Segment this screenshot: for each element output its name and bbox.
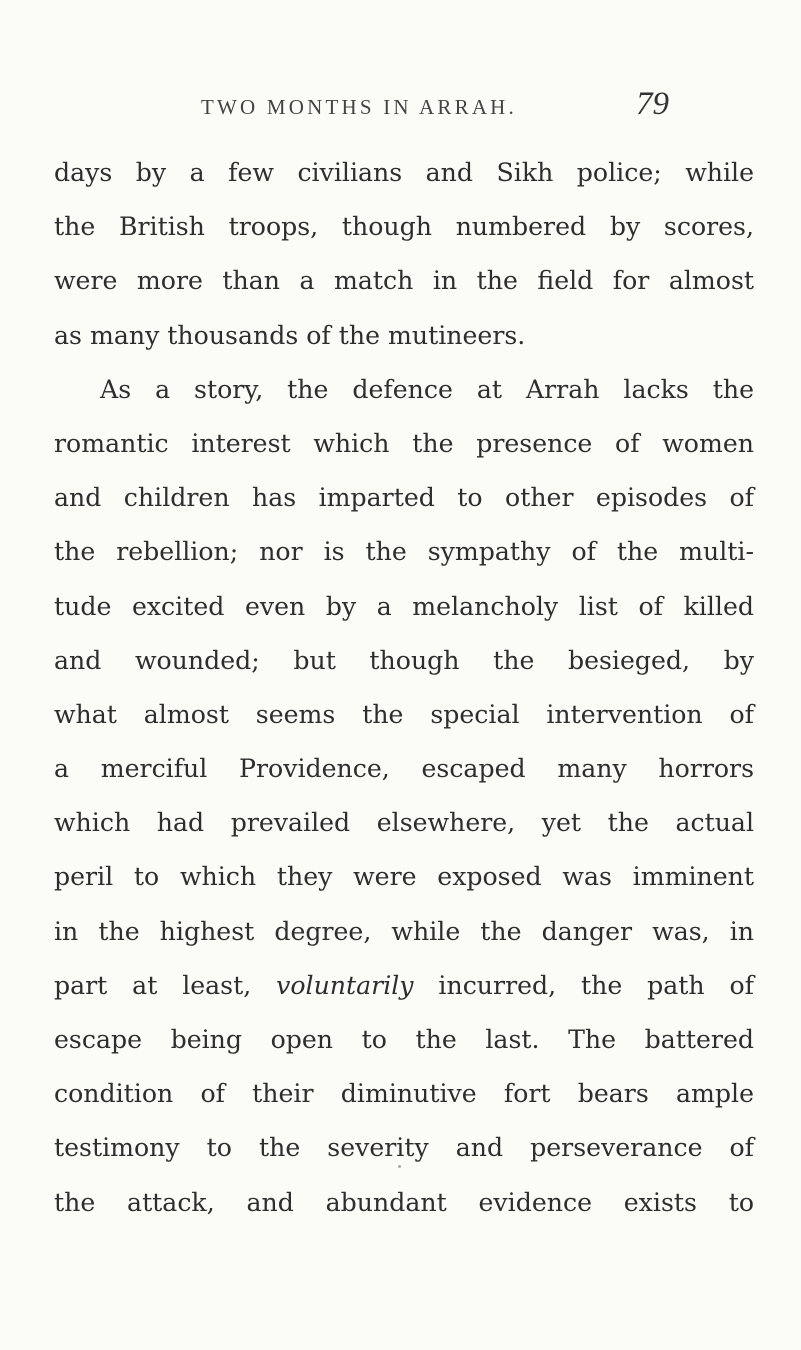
body-text [54, 146, 754, 1230]
text-line: the attack, and abundant evidence exists to [54, 1187, 754, 1217]
text-line: in the highest degree, while the danger was, in [54, 916, 754, 946]
text-line: which had prevailed elsewhere, yet the actual [54, 808, 754, 838]
italic-word: voluntarily [276, 970, 414, 1000]
text-line: the rebellion; nor is the sympathy of the multi- [54, 537, 754, 567]
text-line: As a story, the defence at Arrah lacks the [100, 374, 754, 404]
text-line: were more than a match in the field for almost [54, 266, 754, 296]
paper-speck [398, 1165, 401, 1168]
text-line: condition of their diminutive fort bears ample [54, 1079, 754, 1109]
text-line: days by a few civilians and Sikh police; while [54, 158, 754, 187]
text-line: a merciful Providence, escaped many horrors [54, 754, 754, 784]
text-line: the British troops, though numbered by scores, [54, 212, 754, 242]
text-line: romantic interest which the presence of women [54, 428, 754, 458]
text-line: what almost seems the special intervention of [54, 699, 754, 729]
text-line: tude excited even by a melancholy list of killed [54, 591, 754, 621]
text-line: and children has imparted to other episodes of [54, 483, 754, 513]
text-line: as many thousands of the mutineers. [54, 320, 526, 350]
running-title: TWO MONTHS IN ARRAH. [201, 95, 517, 119]
text-line: testimony to the severity and perseverance of [54, 1133, 754, 1163]
text-line: escape being open to the last. The battered [54, 1025, 754, 1054]
text-line: peril to which they were exposed was imminent [54, 862, 754, 892]
page-number: 79 [636, 86, 669, 122]
text-line: and wounded; but though the besieged, by [54, 645, 754, 675]
text-line: part at least, voluntarily incurred, the path of [54, 970, 755, 1000]
